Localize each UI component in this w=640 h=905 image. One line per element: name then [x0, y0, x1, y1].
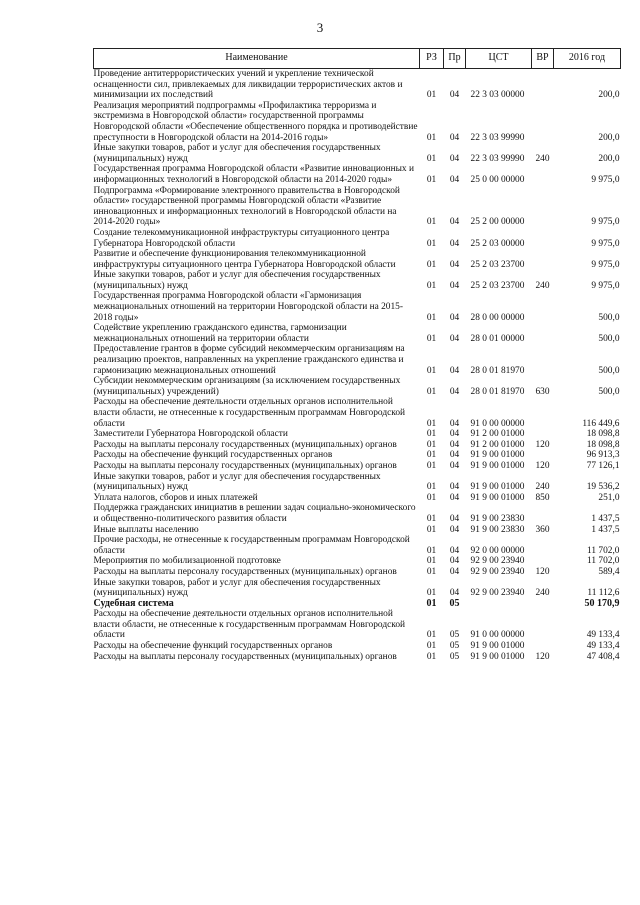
- cell-cst: 25 2 03 00000: [470, 238, 525, 249]
- header-vr: ВР: [532, 49, 554, 69]
- cell-cst: 91 9 00 01000: [470, 460, 525, 471]
- cell-vr: [532, 599, 554, 610]
- header-name: Наименование: [94, 49, 420, 69]
- cell-rz: 01: [426, 132, 437, 143]
- cell-rz: 01: [426, 238, 437, 249]
- cell-vr: [532, 249, 554, 270]
- cell-rz: 01: [426, 217, 437, 228]
- cell-sum: 9 975,0: [591, 259, 620, 270]
- page-number: 3: [316, 20, 324, 35]
- cell-cst: 91 9 00 23830: [470, 524, 525, 535]
- cell-sum: 200,0: [598, 153, 620, 164]
- cell-vr: [532, 164, 554, 185]
- cell-pr: 04: [449, 153, 460, 164]
- cell-cst: 28 0 00 00000: [470, 312, 525, 323]
- cell-rz: 01: [426, 312, 437, 323]
- cell-rz: 01: [426, 174, 437, 185]
- table-row: [94, 164, 621, 185]
- cell-cst: 25 2 03 23700: [470, 280, 525, 291]
- cell-sum: 1 437,5: [591, 513, 620, 524]
- cell-vr: 240: [535, 588, 550, 599]
- cell-name: Заместители Губернатора Новгородской области: [93, 429, 288, 440]
- cell-cst: 91 0 00 00000: [470, 418, 525, 429]
- cell-sum: 19 536,2: [586, 482, 620, 493]
- cell-pr: 04: [449, 174, 460, 185]
- cell-vr: 120: [535, 651, 550, 662]
- cell-sum: 200,0: [598, 132, 620, 143]
- cell-sum: 1 437,5: [591, 524, 620, 535]
- cell-vr: [532, 535, 554, 556]
- cell-cst: 91 2 00 01000: [470, 439, 525, 450]
- table-body: [94, 69, 621, 663]
- cell-pr: 04: [449, 90, 460, 101]
- cell-sum: 11 112,6: [587, 588, 620, 599]
- header-sum: 2016 год: [554, 49, 621, 69]
- header-pr: Пр: [444, 49, 466, 69]
- cell-rz: 01: [426, 90, 437, 101]
- cell-rz: 01: [426, 280, 437, 291]
- cell-rz: 01: [426, 418, 437, 429]
- cell-sum: 49 133,4: [586, 641, 620, 652]
- cell-cst: 22 3 03 99990: [470, 132, 525, 143]
- table-row: [94, 376, 621, 397]
- table-row: [94, 472, 621, 493]
- cell-rz: 01: [426, 513, 437, 524]
- cell-sum: 47 408,4: [586, 651, 620, 662]
- table-row: [94, 641, 621, 652]
- cell-sum: 9 975,0: [591, 174, 620, 185]
- cell-sum: 589,4: [598, 566, 620, 577]
- cell-vr: [532, 429, 554, 440]
- cell-vr: 850: [535, 492, 550, 503]
- table-row: [94, 344, 621, 376]
- cell-vr: 120: [535, 439, 550, 450]
- cell-vr: [532, 641, 554, 652]
- cell-rz: 01: [426, 386, 437, 397]
- cell-cst: 91 9 00 01000: [470, 450, 525, 461]
- cell-name: Расходы на обеспечение деятельности отдельных органов исполнительной власти области, не отнесенные к государственным программам Новгородской области: [93, 609, 406, 641]
- table-row: [94, 578, 621, 599]
- cell-pr: 04: [449, 450, 460, 461]
- cell-cst: 91 9 00 01000: [470, 482, 525, 493]
- table-row: [94, 525, 621, 536]
- cell-sum: 500,0: [598, 333, 620, 344]
- cell-name: Расходы на выплаты персоналу государственных (муниципальных) органов: [93, 460, 397, 471]
- cell-vr: [532, 556, 554, 567]
- cell-vr: 240: [535, 280, 550, 291]
- cell-name: Подпрограмма «Формирование электронного правительства в Новгородской области» государственной программы Новгородской области «Развитие инновационных и информационных технологий в Новгородской области на 2014-2020 годы»: [93, 185, 400, 228]
- cell-sum: 500,0: [598, 365, 620, 376]
- table-header: [94, 49, 621, 69]
- cell-rz: 01: [426, 429, 437, 440]
- cell-name: Предоставление грантов в форме субсидий некоммерческим организациям на реализацию проектов, направленных на укрепление гражданского единства и гармонизацию межнациональных отношений: [93, 344, 405, 376]
- cell-vr: [532, 344, 554, 376]
- table-row: [94, 440, 621, 451]
- cell-sum: 49 133,4: [586, 630, 620, 641]
- cell-cst: 92 9 00 23940: [470, 588, 525, 599]
- table-row: [94, 323, 621, 344]
- cell-cst: 92 0 00 00000: [470, 545, 525, 556]
- cell-name: Расходы на выплаты персоналу государственных (муниципальных) органов: [93, 651, 397, 662]
- cell-name: Иные закупки товаров, работ и услуг для обеспечения государственных (муниципальных) нужд: [93, 577, 381, 599]
- cell-name: Расходы на обеспечение деятельности отдельных органов исполнительной власти области, не отнесенные к государственным программам Новгородской области: [93, 397, 406, 429]
- cell-name: Судебная система: [93, 597, 174, 609]
- table-row: [94, 101, 621, 143]
- table-row: [94, 143, 621, 164]
- cell-pr: 04: [449, 418, 460, 429]
- cell-sum: 200,0: [598, 90, 620, 101]
- cell-rz: 01: [426, 566, 437, 577]
- cell-vr: [532, 69, 554, 101]
- cell-name: Расходы на выплаты персоналу государственных (муниципальных) органов: [93, 439, 397, 450]
- cell-sum: 9 975,0: [591, 217, 620, 228]
- cell-name: Расходы на обеспечение функций государственных органов: [93, 450, 333, 461]
- cell-name: Поддержка гражданских инициатив в решении задач социально-экономического и общественно-политического развития области: [93, 503, 416, 524]
- cell-rz: 01: [426, 597, 437, 609]
- cell-name: Содействие укреплению гражданского единства, гармонизации межнациональных отношений на территории области: [93, 323, 347, 344]
- cell-vr: [532, 186, 554, 228]
- cell-name: Субсидии некоммерческим организациям (за исключением государственных (муниципальных) учреждений): [93, 376, 401, 397]
- cell-name: Иные закупки товаров, работ и услуг для обеспечения государственных (муниципальных) нужд: [93, 143, 381, 164]
- cell-cst: 92 9 00 23940: [470, 566, 525, 577]
- cell-cst: 91 9 00 01000: [470, 651, 525, 662]
- cell-name: Создание телекоммуникационной инфраструктуры ситуационного центра Губернатора Новгородской области: [93, 227, 390, 249]
- cell-vr: [532, 323, 554, 344]
- cell-cst: 91 9 00 01000: [470, 641, 525, 652]
- cell-pr: 04: [449, 513, 460, 524]
- cell-rz: 01: [426, 556, 437, 567]
- cell-cst: [466, 599, 532, 610]
- table-row: [94, 291, 621, 323]
- cell-cst: 25 2 03 23700: [470, 259, 525, 270]
- cell-cst: 91 2 00 01000: [470, 429, 525, 440]
- budget-table: [93, 48, 621, 662]
- cell-sum: 96 913,3: [586, 450, 620, 461]
- cell-sum: 9 975,0: [591, 238, 620, 249]
- cell-sum: 11 702,0: [587, 545, 620, 556]
- cell-vr: [532, 291, 554, 323]
- table-row: [94, 556, 621, 567]
- table-row: [94, 228, 621, 249]
- cell-rz: 01: [426, 153, 437, 164]
- cell-rz: 01: [426, 630, 437, 641]
- cell-cst: 92 9 00 23940: [470, 556, 525, 567]
- cell-name: Мероприятия по мобилизационной подготовке: [93, 556, 281, 567]
- table-row: [94, 652, 621, 663]
- cell-name: Уплата налогов, сборов и иных платежей: [93, 492, 258, 503]
- cell-rz: 01: [426, 524, 437, 535]
- table-row: [94, 69, 621, 101]
- cell-rz: 01: [426, 333, 437, 344]
- cell-rz: 01: [426, 492, 437, 503]
- cell-vr: [532, 609, 554, 641]
- cell-vr: 240: [535, 482, 550, 493]
- table-row: [94, 567, 621, 578]
- cell-name: Иные выплаты населению: [93, 524, 199, 535]
- cell-rz: 01: [426, 641, 437, 652]
- cell-rz: 01: [426, 545, 437, 556]
- table-row: [94, 599, 621, 610]
- cell-sum: 9 975,0: [591, 280, 620, 291]
- cell-rz: 01: [426, 460, 437, 471]
- cell-pr: 05: [449, 597, 460, 609]
- cell-rz: 01: [426, 365, 437, 376]
- cell-name: Реализация мероприятий подпрограммы «Профилактика терроризма и экстремизма в Новгородской области» государственной программы Новгородской области «Обеспечение общественного порядка и противодействие преступности в Новгородской области на 2014-2016 годы»: [93, 100, 418, 143]
- table-row: [94, 270, 621, 291]
- table-row: [94, 397, 621, 429]
- cell-pr: 04: [449, 524, 460, 535]
- cell-pr: 04: [449, 386, 460, 397]
- cell-cst: 91 9 00 01000: [470, 492, 525, 503]
- cell-vr: 360: [535, 524, 550, 535]
- cell-cst: 28 0 01 81970: [470, 365, 525, 376]
- cell-vr: 240: [535, 153, 550, 164]
- cell-pr: 04: [449, 312, 460, 323]
- table-row: [94, 186, 621, 228]
- cell-cst: 91 0 00 00000: [470, 630, 525, 641]
- cell-cst: 22 3 03 00000: [470, 90, 525, 101]
- cell-pr: 05: [449, 651, 460, 662]
- cell-rz: 01: [426, 588, 437, 599]
- cell-cst: 28 0 01 81970: [470, 386, 525, 397]
- table-row: [94, 450, 621, 461]
- cell-pr: 04: [449, 280, 460, 291]
- cell-cst: 28 0 01 00000: [470, 333, 525, 344]
- cell-vr: 630: [535, 386, 550, 397]
- table-row: [94, 493, 621, 504]
- cell-sum: 251,0: [598, 492, 620, 503]
- cell-pr: 04: [449, 492, 460, 503]
- cell-pr: 04: [449, 482, 460, 493]
- cell-sum: 116 449,6: [582, 418, 620, 429]
- cell-vr: [532, 503, 554, 524]
- cell-name: Иные закупки товаров, работ и услуг для обеспечения государственных (муниципальных) нужд: [93, 270, 381, 291]
- cell-name: Иные закупки товаров, работ и услуг для обеспечения государственных (муниципальных) нужд: [93, 471, 381, 493]
- table-row: [94, 503, 621, 524]
- cell-pr: 04: [449, 545, 460, 556]
- cell-name: Государственная программа Новгородской области «Развитие инновационных и информационных технологий в Новгородской области на 2014-2020 годы»: [93, 164, 414, 185]
- cell-name: Расходы на обеспечение функций государственных органов: [93, 641, 333, 652]
- cell-cst: 25 2 00 00000: [470, 217, 525, 228]
- cell-pr: 04: [449, 460, 460, 471]
- cell-name: Прочие расходы, не отнесенные к государственным программам Новгородской области: [93, 535, 410, 556]
- cell-pr: 05: [449, 630, 460, 641]
- cell-pr: 04: [449, 238, 460, 249]
- cell-sum: 500,0: [598, 312, 620, 323]
- cell-pr: 04: [449, 132, 460, 143]
- cell-vr: [532, 450, 554, 461]
- cell-sum: 500,0: [598, 386, 620, 397]
- cell-pr: 04: [449, 588, 460, 599]
- cell-cst: 91 9 00 23830: [470, 513, 525, 524]
- cell-cst: 22 3 03 99990: [470, 153, 525, 164]
- cell-sum: 50 170,9: [584, 597, 620, 609]
- cell-pr: 04: [449, 556, 460, 567]
- cell-sum: 18 098,8: [586, 429, 620, 440]
- cell-sum: 18 098,8: [586, 439, 620, 450]
- table-row: [94, 429, 621, 440]
- table-row: [94, 535, 621, 556]
- header-cst: ЦСТ: [466, 49, 532, 69]
- cell-sum: 11 702,0: [587, 556, 620, 567]
- cell-rz: 01: [426, 651, 437, 662]
- cell-pr: 04: [449, 333, 460, 344]
- cell-name: Проведение антитеррористических учений и укрепление технической оснащенности сил, привлекаемых для ликвидации террористических актов и минимизации их последствий: [93, 69, 403, 101]
- table-row: [94, 249, 621, 270]
- table-row: [94, 609, 621, 641]
- cell-vr: 120: [535, 566, 550, 577]
- cell-sum: 77 126,1: [586, 460, 620, 471]
- cell-rz: 01: [426, 482, 437, 493]
- cell-name: Развитие и обеспечение функционирования телекоммуникационной инфраструктуры ситуационного центра Губернатора Новгородской области: [93, 249, 396, 270]
- cell-rz: 01: [426, 439, 437, 450]
- cell-pr: 04: [449, 217, 460, 228]
- cell-cst: 25 0 00 00000: [470, 174, 525, 185]
- cell-name: Расходы на выплаты персоналу государственных (муниципальных) органов: [93, 566, 397, 577]
- cell-name: Государственная программа Новгородской области «Гармонизация межнациональных отношений на территории Новгородской области на 2015-2018 годы»: [93, 291, 403, 323]
- cell-vr: [532, 101, 554, 143]
- table-row: [94, 461, 621, 472]
- cell-rz: 01: [426, 259, 437, 270]
- cell-vr: [532, 228, 554, 249]
- header-rz: РЗ: [420, 49, 444, 69]
- cell-vr: 120: [535, 460, 550, 471]
- cell-pr: 04: [449, 365, 460, 376]
- cell-rz: 01: [426, 450, 437, 461]
- cell-pr: 04: [449, 429, 460, 440]
- cell-pr: 05: [449, 641, 460, 652]
- cell-pr: 04: [449, 566, 460, 577]
- cell-pr: 04: [449, 439, 460, 450]
- cell-pr: 04: [449, 259, 460, 270]
- cell-vr: [532, 397, 554, 429]
